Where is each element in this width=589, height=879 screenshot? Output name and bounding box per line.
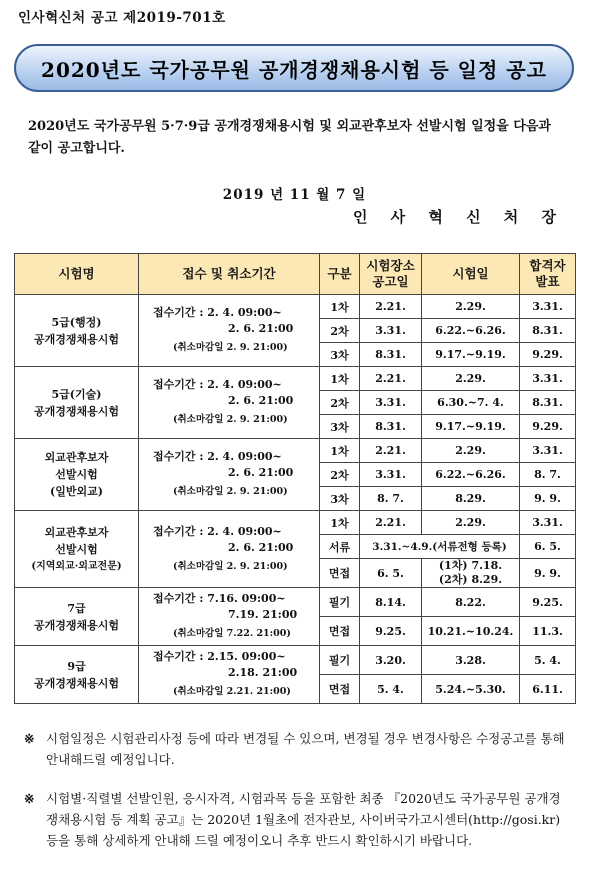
exam-name-line: 공개경쟁채용시험: [33, 332, 119, 346]
exam-name-line: (지역외교·외교전문): [31, 560, 122, 572]
category-cell: 2차: [320, 463, 360, 487]
cancel-deadline: (취소마감일 2. 9. 21:00): [173, 486, 288, 497]
cancel-deadline: (취소마감일 2. 9. 21:00): [173, 560, 288, 572]
table-row: [15, 439, 576, 463]
result-cell: 3.31.: [520, 511, 576, 535]
result-cell: 3.31.: [520, 295, 576, 319]
exam-name-cell: [15, 588, 139, 646]
venue-cell: 2.21.: [360, 367, 422, 391]
period-cell: [139, 439, 320, 511]
note-text: 시험별·직렬별 선발인원, 응시자격, 시험과목 등을 포함한 최종 『2020년도 국가공무원 공개경쟁채용시험 등 계획 공고』는 2020년 1월초에 전자관보, 사이버국가고시센터(http://gosi.kr) 등을 통해 상세하게 안내해 드릴 예정이오니 추후 반드시 확인하시기 바랍니다.: [46, 791, 561, 848]
notice-date: 2019 년 11 월 7 일: [222, 187, 367, 203]
note-text: 시험일정은 시험관리사정 등에 따라 변경될 수 있으며, 변경될 경우 변경사항은 수정공고를 통해 안내해드릴 예정입니다.: [46, 731, 565, 767]
exam-name-line: 7급: [67, 601, 86, 615]
exam-date-cell: 9.17.~9.19.: [422, 343, 520, 367]
exam-date-cell: 2.29.: [422, 511, 520, 535]
cancel-deadline: (취소마감일 2. 9. 21:00): [173, 342, 288, 353]
venue-cell: 3.31.: [360, 463, 422, 487]
exam-date-cell: 6.30.~7. 4.: [422, 391, 520, 415]
result-cell: 8.31.: [520, 391, 576, 415]
exam-name-line: 선발시험: [55, 468, 98, 481]
period-cell: [139, 588, 320, 646]
category-cell: 면접: [320, 617, 360, 646]
reference-mark: ※: [24, 791, 35, 806]
venue-cell: 2.21.: [360, 439, 422, 463]
result-cell: 8.31.: [520, 319, 576, 343]
venue-cell: 8. 7.: [360, 487, 422, 511]
header-venue: 시험장소 공고일: [360, 254, 422, 295]
document-screening-cell: 3.31.~4.9.(서류전형 등록): [360, 535, 520, 559]
exam-name-cell: [15, 511, 139, 588]
exam-date-line: (2차) 8.29.: [438, 573, 503, 586]
cancel-deadline: (취소마감일 2. 9. 21:00): [173, 414, 288, 425]
result-cell: 11.3.: [520, 617, 576, 646]
period-line: 2. 6. 21:00: [228, 322, 294, 335]
agency-signature: 인 사 혁 신 처 장: [352, 208, 565, 226]
venue-cell: 8.31.: [360, 343, 422, 367]
venue-cell: 5. 4.: [360, 675, 422, 704]
result-cell: 8. 7.: [520, 463, 576, 487]
period-line: 2.18. 21:00: [228, 666, 298, 679]
period-cell: [139, 646, 320, 704]
exam-date-cell: [422, 559, 520, 588]
title-banner: [14, 44, 574, 92]
exam-date-cell: 2.29.: [422, 439, 520, 463]
category-cell: 1차: [320, 295, 360, 319]
header-category: 구분: [320, 254, 360, 295]
venue-cell: 8.14.: [360, 588, 422, 617]
category-cell: 면접: [320, 559, 360, 588]
exam-name-line: 공개경쟁채용시험: [33, 618, 119, 632]
page-title: 2020년도 국가공무원 공개경쟁채용시험 등 일정 공고: [41, 57, 547, 82]
category-cell: 1차: [320, 439, 360, 463]
exam-name-cell: [15, 646, 139, 704]
reference-mark: ※: [24, 731, 35, 746]
period-line: 2. 6. 21:00: [228, 466, 294, 479]
period-line: 접수기간 : 2. 4. 09:00~: [153, 450, 282, 463]
venue-cell: 3.20.: [360, 646, 422, 675]
exam-name-cell: [15, 295, 139, 367]
exam-name-line: 공개경쟁채용시험: [33, 676, 119, 690]
category-cell: 3차: [320, 343, 360, 367]
result-cell: 9.29.: [520, 415, 576, 439]
exam-date-cell: 8.22.: [422, 588, 520, 617]
header-period: 접수 및 취소기간: [139, 254, 320, 295]
table-row: [15, 511, 576, 535]
notice-number: 인사혁신처 공고 제2019-701호: [18, 10, 226, 26]
category-cell: 1차: [320, 367, 360, 391]
category-cell: 2차: [320, 391, 360, 415]
result-cell: 3.31.: [520, 367, 576, 391]
exam-name-line: 외교관후보자: [44, 451, 109, 464]
venue-cell: 2.21.: [360, 511, 422, 535]
period-line: 접수기간 : 2. 4. 09:00~: [153, 378, 282, 391]
result-cell: 9. 9.: [520, 559, 576, 588]
header-exam-date: 시험일: [422, 254, 520, 295]
category-cell: 3차: [320, 487, 360, 511]
period-line: 2. 6. 21:00: [228, 540, 294, 554]
exam-name-line: (일반외교): [50, 485, 103, 498]
result-cell: 3.31.: [520, 439, 576, 463]
category-cell: 면접: [320, 675, 360, 704]
period-cell: [139, 295, 320, 367]
cancel-deadline: (취소마감일 2.21. 21:00): [173, 686, 291, 697]
table-header-row: [15, 254, 576, 295]
period-line: 접수기간 : 2.15. 09:00~: [153, 650, 286, 663]
exam-date-cell: 6.22.~6.26.: [422, 319, 520, 343]
venue-cell: 3.31.: [360, 391, 422, 415]
exam-date-cell: 3.28.: [422, 646, 520, 675]
exam-date-cell: 5.24.~5.30.: [422, 675, 520, 704]
exam-name-cell: [15, 367, 139, 439]
table-row: [15, 588, 576, 617]
category-cell: 서류: [320, 535, 360, 559]
venue-cell: 2.21.: [360, 295, 422, 319]
exam-name-cell: [15, 439, 139, 511]
category-cell: 필기: [320, 588, 360, 617]
period-line: 2. 6. 21:00: [228, 394, 294, 407]
venue-cell: 3.31.: [360, 319, 422, 343]
exam-name-line: 선발시험: [55, 542, 98, 556]
venue-cell: 6. 5.: [360, 559, 422, 588]
note-schedule-change: [24, 728, 572, 770]
venue-cell: 8.31.: [360, 415, 422, 439]
category-cell: 2차: [320, 319, 360, 343]
period-cell: [139, 367, 320, 439]
result-cell: 5. 4.: [520, 646, 576, 675]
exam-date-cell: 6.22.~6.26.: [422, 463, 520, 487]
exam-date-cell: 2.29.: [422, 295, 520, 319]
result-cell: 9. 9.: [520, 487, 576, 511]
period-line: 접수기간 : 2. 4. 09:00~: [153, 524, 282, 538]
exam-date-cell: 10.21.~10.24.: [422, 617, 520, 646]
category-cell: 1차: [320, 511, 360, 535]
note-final-plan: [24, 788, 572, 851]
exam-name-line: 5급(기술): [51, 387, 102, 401]
venue-cell: 9.25.: [360, 617, 422, 646]
exam-name-line: 9급: [67, 659, 86, 673]
period-line: 접수기간 : 7.16. 09:00~: [153, 592, 286, 605]
result-cell: 6. 5.: [520, 535, 576, 559]
header-result: 합격자 발표: [520, 254, 576, 295]
result-cell: 9.25.: [520, 588, 576, 617]
category-cell: 필기: [320, 646, 360, 675]
period-cell: [139, 511, 320, 588]
period-line: 7.19. 21:00: [228, 608, 298, 621]
exam-date-line: (1차) 7.18.: [438, 559, 503, 572]
result-cell: 6.11.: [520, 675, 576, 704]
schedule-table: [14, 253, 576, 704]
period-line: 접수기간 : 2. 4. 09:00~: [153, 306, 282, 319]
exam-name-line: 공개경쟁채용시험: [33, 404, 119, 418]
exam-name-line: 외교관후보자: [44, 525, 109, 539]
category-cell: 3차: [320, 415, 360, 439]
table-row: [15, 646, 576, 675]
result-cell: 9.29.: [520, 343, 576, 367]
intro-paragraph: 2020년도 국가공무원 5·7·9급 공개경쟁채용시험 및 외교관후보자 선발시험 일정을 다음과 같이 공고합니다.: [28, 119, 551, 156]
exam-date-cell: 2.29.: [422, 367, 520, 391]
exam-date-cell: 9.17.~9.19.: [422, 415, 520, 439]
exam-date-cell: 8.29.: [422, 487, 520, 511]
header-exam-name: 시험명: [15, 254, 139, 295]
cancel-deadline: (취소마감일 7.22. 21:00): [173, 628, 291, 639]
table-row: [15, 367, 576, 391]
exam-name-line: 5급(행정): [51, 315, 102, 329]
table-row: [15, 295, 576, 319]
